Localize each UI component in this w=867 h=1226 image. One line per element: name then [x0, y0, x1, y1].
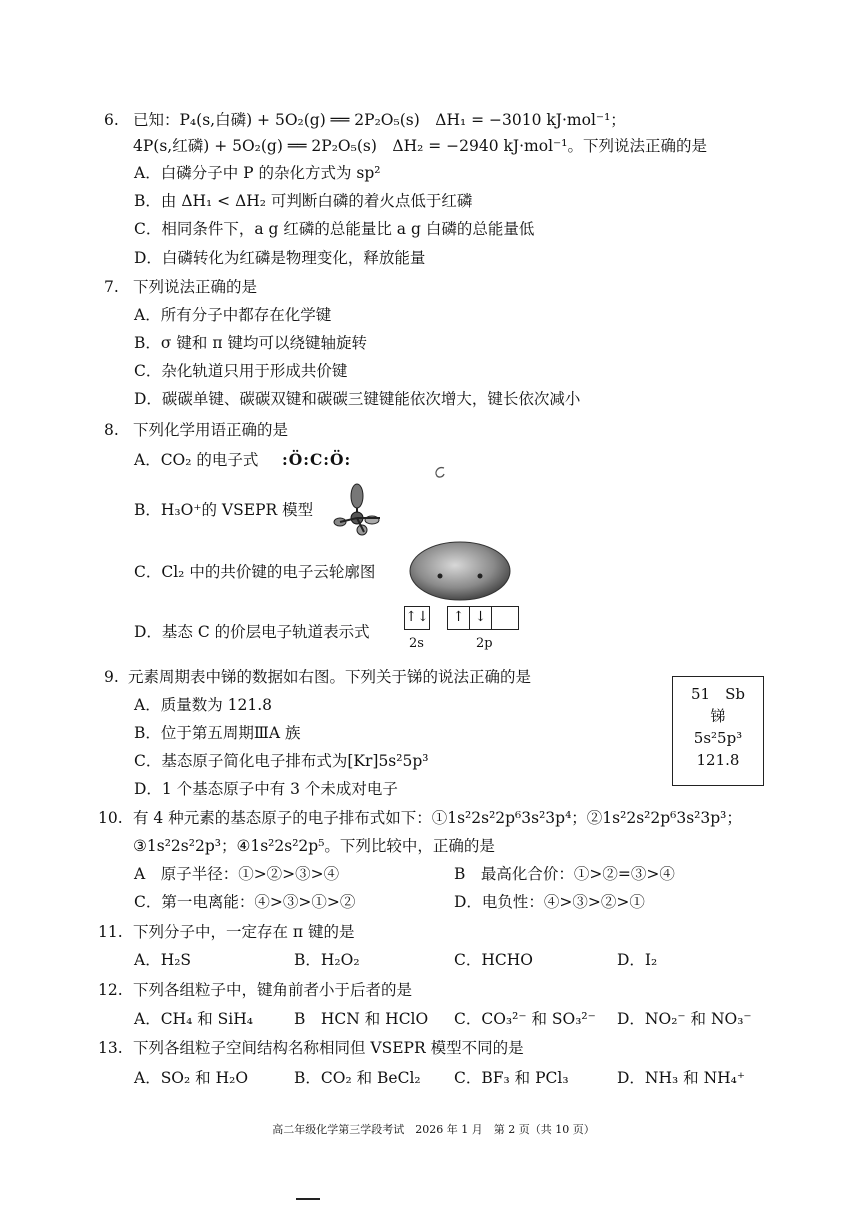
q6-option-c: C．相同条件下，a g 红磷的总能量比 a g 白磷的总能量低: [134, 220, 535, 238]
q7-option-a: A．所有分子中都存在化学键: [134, 306, 332, 324]
q12-option-b: B HCN 和 HClO: [294, 1010, 429, 1028]
page-footer: 高二年级化学第三学段考试 2026 年 1 月 第 2 页（共 10 页）: [272, 1123, 595, 1136]
q10-option-b: B 最高化合价：①>②=③>④: [454, 865, 675, 883]
q10-option-c: C．第一电离能：④>③>①>②: [134, 893, 356, 911]
q6-option-b: B．由 ΔH₁ < ΔH₂ 可判断白磷的着火点低于红磷: [134, 192, 473, 210]
bottom-dash: [296, 1198, 320, 1200]
q9-option-b: B．位于第五周期ⅢA 族: [134, 724, 301, 742]
element-atomic-mass: 121.8: [696, 751, 740, 769]
q11-option-d: D．I₂: [617, 951, 658, 969]
q11-stem: 下列分子中，一定存在 π 键的是: [133, 923, 355, 941]
h3o-vsepr-model-icon: [322, 480, 392, 540]
q8-option-b: B．H₃O⁺的 VSEPR 模型: [134, 501, 314, 519]
q6-option-a: A．白磷分子中 P 的杂化方式为 sp²: [134, 164, 381, 182]
q11-option-b: B．H₂O₂: [294, 951, 360, 969]
q8-option-d: D．基态 C 的价层电子轨道表示式: [134, 623, 370, 641]
q13-option-d: D．NH₃ 和 NH₄⁺: [617, 1069, 746, 1087]
q8-option-c: C．Cl₂ 中的共价键的电子云轮廓图: [134, 563, 376, 581]
q10-option-d: D．电负性：④>③>②>①: [454, 893, 645, 911]
q9-stem: 元素周期表中锑的数据如右图。下列关于锑的说法正确的是: [128, 668, 532, 686]
q13-stem: 下列各组粒子空间结构名称相同但 VSEPR 模型不同的是: [133, 1039, 524, 1057]
antimony-element-card: [672, 676, 764, 786]
q13-option-a: A．SO₂ 和 H₂O: [134, 1069, 249, 1087]
stray-mark-icon: [432, 464, 448, 480]
q8-option-a: A．CO₂ 的电子式: [134, 451, 259, 469]
co2-electron-formula: :Ö:C:Ö:: [282, 450, 352, 469]
q6-option-d: D．白磷转化为红磷是物理变化，释放能量: [134, 249, 426, 267]
element-number-symbol: 51 Sb: [691, 685, 745, 703]
q7-stem: 下列说法正确的是: [133, 278, 258, 296]
q9-option-c: C．基态原子简化电子排布式为[Kr]5s²5p³: [134, 752, 429, 770]
orbital-2p-cell-3: [493, 606, 517, 630]
q12-option-a: A．CH₄ 和 SiH₄: [134, 1010, 253, 1028]
q12-option-c: C．CO₃²⁻ 和 SO₃²⁻: [454, 1010, 596, 1028]
q13-option-b: B．CO₂ 和 BeCl₂: [294, 1069, 421, 1087]
cl2-electron-cloud-icon: [408, 540, 512, 602]
q7-option-c: C．杂化轨道只用于形成共价键: [134, 362, 348, 380]
q7-option-d: D．碳碳单键、碳碳双键和碳碳三键键能依次增大，键长依次减小: [134, 390, 581, 408]
orbital-2p-cell-1: ↑: [448, 606, 470, 630]
q10-number: 10.: [98, 809, 123, 827]
q9-option-a: A．质量数为 121.8: [134, 696, 272, 714]
q8-stem: 下列化学用语正确的是: [133, 421, 289, 439]
q12-option-d: D．NO₂⁻ 和 NO₃⁻: [617, 1010, 752, 1028]
orbital-2s-box: ↑↓: [404, 606, 430, 630]
q13-option-c: C．BF₃ 和 PCl₃: [454, 1069, 569, 1087]
q9-number: 9.: [104, 668, 119, 686]
orbital-2p-cell-2: ↓: [470, 606, 492, 630]
q11-option-a: A．H₂S: [134, 951, 192, 969]
q11-number: 11.: [98, 923, 123, 941]
q13-number: 13.: [98, 1039, 123, 1057]
q12-stem: 下列各组粒子中，键角前者小于后者的是: [133, 981, 413, 999]
q7-option-b: B．σ 键和 π 键均可以绕键轴旋转: [134, 334, 367, 352]
orbital-2p-label: 2p: [476, 636, 493, 651]
q6-number: 6.: [104, 111, 119, 129]
q10-option-a: A 原子半径：①>②>③>④: [134, 865, 340, 883]
element-name: 锑: [710, 707, 726, 725]
q10-line1: 有 4 种元素的基态原子的电子排布式如下：①1s²2s²2p⁶3s²3p⁴；②1s²2s²2p⁶3s²3p³；: [133, 809, 742, 827]
q8-number: 8.: [104, 421, 119, 439]
q6-line1: 已知：P₄(s,白磷) + 5O₂(g) ══ 2P₂O₅(s) ΔH₁ = −3010 kJ·mol⁻¹；: [133, 111, 626, 129]
q10-line2: ③1s²2s²2p³；④1s²2s²2p⁵。下列比较中，正确的是: [133, 837, 495, 855]
q11-option-c: C．HCHO: [454, 951, 533, 969]
q12-number: 12.: [98, 981, 123, 999]
element-valence-config: 5s²5p³: [693, 729, 743, 747]
orbital-2s-label: 2s: [409, 636, 424, 651]
q6-line2: 4P(s,红磷) + 5O₂(g) ══ 2P₂O₅(s) ΔH₂ = −2940 kJ·mol⁻¹。下列说法正确的是: [133, 137, 707, 155]
q9-option-d: D．1 个基态原子中有 3 个未成对电子: [134, 780, 398, 798]
q7-number: 7.: [104, 278, 119, 296]
